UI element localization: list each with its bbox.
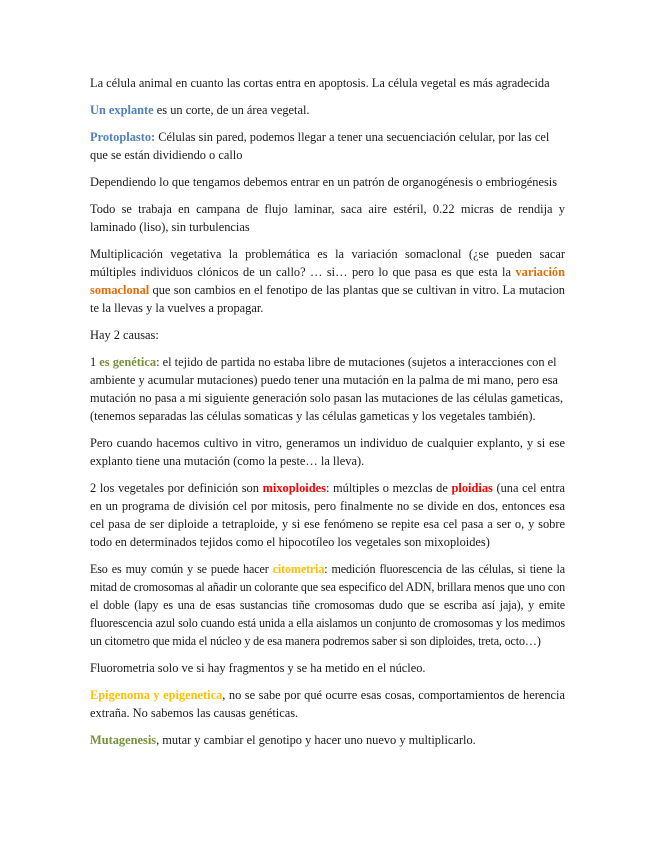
paragraph-text: Pero cuando hacemos cultivo in vitro, generamos un individuo de cualquier explanto, y si ese explanto tiene una mutación (como la peste… la lleva). <box>90 436 565 468</box>
paragraph-flujo-laminar <box>90 200 565 236</box>
paragraph-text: , mutar y cambiar el genotipo y hacer uno nuevo y multiplicarlo. <box>156 733 476 747</box>
paragraph-text: : múltiples o mezclas de <box>325 481 452 495</box>
paragraph-text: : medición fluorescencia de las células, si tiene la mitad de cromosomas al añadir un colorante que sea especifico del ADN, brillara menos que uno con el doble (lapy es una de esas sustancias tiñe cromosomas dudo que se escriba así jaja), y emite fluorescencia azul solo cuando está unida a ella aislamos un conjunto de cromosomas y los medimos un citometro que mida el núcleo y de esa manera podremos saber si son diploides, treta, octo…) <box>90 562 565 648</box>
paragraph-text: Fluorometria solo ve si hay fragmentos y se ha metido en el núcleo. <box>90 661 426 675</box>
paragraph-epigenetica <box>90 686 565 722</box>
paragraph-text: Eso es muy común y se puede hacer <box>90 562 273 576</box>
paragraph-genetica <box>90 353 565 425</box>
term-genetica: es genética <box>99 355 157 369</box>
paragraph-mutagenesis <box>90 731 565 749</box>
paragraph-text: Hay 2 causas: <box>90 328 159 342</box>
term-protoplasto: Protoplasto: <box>90 130 156 144</box>
paragraph-text: (una cel entra en un programa de división cel por mitosis, pero finalmente no se divide en dos, entonces esa cel pasa de ser diploide a tetraploide, y si ese fenómeno se repite esa cel pasa a ser o, y sobre todo en determinados tejidos como el hipocotíleo los vegetales son mixoploides) <box>90 481 565 549</box>
term-epigenoma: Epigenoma y epigenetica <box>90 688 223 702</box>
paragraph-citometria <box>90 560 565 650</box>
term-citometria: citometria <box>272 562 325 576</box>
paragraph-text: Células sin pared, podemos llegar a tener una secuenciación celular, por las cel que se están dividiendo o callo <box>90 130 550 162</box>
term-mutagenesis: Mutagenesis <box>90 733 157 747</box>
paragraph-number: 1 <box>90 355 100 369</box>
paragraph-text: Dependiendo lo que tengamos debemos entrar en un patrón de organogénesis o embriogénesis <box>90 175 558 189</box>
paragraph-text: : el tejido de partida no estaba libre de mutaciones (sujetos a interacciones con el ambiente y acumular mutaciones) puedo tener una mutación en la palma de mi mano, pero esa mutación no pasa a mi siguiente generación solo pasan las mutaciones de las células gameticas, (tenemos separadas las células somaticas y las células gameticas y los vegetales también). <box>90 355 564 423</box>
paragraph-mixoploides <box>90 479 565 551</box>
term-mixoploides: mixoploides <box>262 481 326 495</box>
paragraph-fluorometria <box>90 659 565 677</box>
term-variacion-somaclonal: variación somaclonal <box>90 265 565 297</box>
paragraph-text: La célula animal en cuanto las cortas entra en apoptosis. La célula vegetal es más agradecida <box>90 76 550 90</box>
paragraph-protoplasto <box>90 128 565 164</box>
paragraph-explante <box>90 101 565 119</box>
term-ploidias: ploidias <box>451 481 493 495</box>
paragraph-text: Todo se trabaja en campana de flujo laminar, saca aire estéril, 0.22 micras de rendija y laminado (liso), sin turbulencias <box>90 202 565 234</box>
paragraph-organogenesis <box>90 173 565 191</box>
paragraph-variacion-somaclonal <box>90 245 565 317</box>
paragraph-text: 2 los vegetales por definición son <box>90 481 263 495</box>
paragraph-apoptosis <box>90 74 565 92</box>
term-explante: Un explante <box>90 103 154 117</box>
paragraph-text: , no se sabe por qué ocurre esas cosas, comportamientos de herencia extraña. No sabemos las causas genéticas. <box>90 688 565 720</box>
paragraph-text: Multiplicación vegetativa la problemática es la variación somaclonal (¿se pueden sacar múltiples individuos clónicos de un callo? … si… pero lo que pasa es que esta la <box>90 247 565 279</box>
paragraph-text: que son cambios en el fenotipo de las plantas que se cultivan in vitro. La mutacion te la llevas y la vuelves a propagar. <box>90 283 565 315</box>
paragraph-cultivo-in-vitro <box>90 434 565 470</box>
paragraph-text: es un corte, de un área vegetal. <box>153 103 310 117</box>
paragraph-causas <box>90 326 565 344</box>
